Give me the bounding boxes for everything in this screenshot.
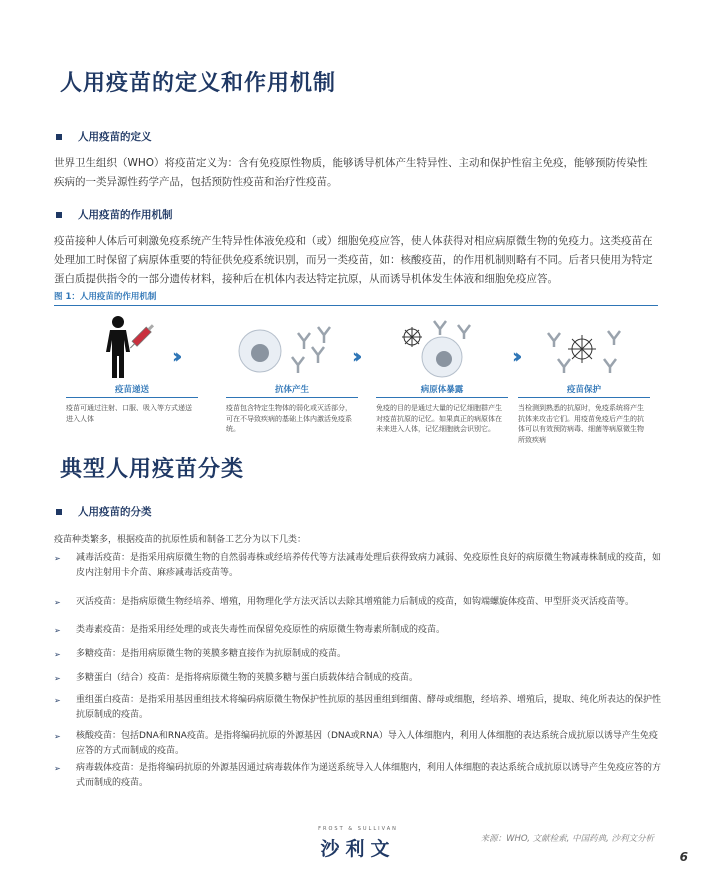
bullet-square-icon xyxy=(56,212,62,218)
list-item xyxy=(54,729,662,759)
pathogen-cell-icon xyxy=(376,313,508,381)
chevron-right-icon: ›› xyxy=(512,344,517,368)
arrow-bullet-icon: ➢ xyxy=(54,626,61,635)
step-description: 免疫的目的是通过大量的记忆细胞群产生对疫苗抗原的记忆。如果真正的病原体在未来进入人体，记忆细胞就会识别它。 xyxy=(376,404,502,433)
arrow-bullet-icon: ➢ xyxy=(54,732,61,741)
figure-step-delivery xyxy=(66,313,198,424)
list-item-text: 病毒载体疫苗：是指将编码抗原的外源基因通过病毒载体作为递送系统导入人体细胞内，利用人体细胞的表达系统合成抗原以诱导产生免疫应答的方式而制成的疫苗。 xyxy=(76,763,662,788)
list-item xyxy=(54,761,662,791)
step-underline xyxy=(376,397,508,398)
arrow-bullet-icon: ➢ xyxy=(54,554,61,563)
frost-sullivan-logo xyxy=(312,826,404,861)
list-item xyxy=(54,671,662,686)
step-underline xyxy=(66,397,198,398)
arrow-bullet-icon: ➢ xyxy=(54,764,61,773)
figure-title: 图 1：人用疫苗的作用机制 xyxy=(54,292,157,302)
list-item xyxy=(54,647,662,662)
subsection-heading-definition xyxy=(56,129,152,144)
definition-paragraph: 世界卫生组织（WHO）将疫苗定义为：含有免疫原性物质，能够诱导机体产生特异性、主动和保护性宿主免疫，能够预防传染性疾病的一类异源性药学产品，包括预防性疫苗和治疗性疫苗。 xyxy=(54,157,648,188)
chevron-right-icon: ›› xyxy=(172,344,177,368)
list-item-text: 减毒活疫苗：是指采用病原微生物的自然弱毒株或经培养传代等方法减毒处理后获得致病力减弱、免疫原性良好的病原微生物减毒株制成的疫苗，如皮内注射用卡介苗、麻疹减毒活疫苗等。 xyxy=(76,553,662,578)
antibody-attack-icon xyxy=(518,313,650,381)
step-label: 疫苗递送 xyxy=(114,385,149,395)
list-item-text: 多糖蛋白（结合）疫苗：是指将病原微生物的荚膜多糖与蛋白质载体结合制成的疫苗。 xyxy=(76,673,419,683)
figure-divider xyxy=(54,305,658,306)
step-description: 当检测到熟悉的抗原时，免疫系统将产生抗体来攻击它们。用疫苗免疫后产生的抗体可以有效预防病毒、细菌等病原微生物所致疾病 xyxy=(518,404,644,444)
arrow-bullet-icon: ➢ xyxy=(54,650,61,659)
human-syringe-icon xyxy=(66,313,198,381)
arrow-bullet-icon: ➢ xyxy=(54,598,61,607)
subsection-heading-text: 人用疫苗的分类 xyxy=(78,506,152,518)
figure-step-antibody xyxy=(226,313,358,435)
bullet-square-icon xyxy=(56,134,62,140)
mechanism-paragraph: 疫苗接种人体后可刺激免疫系统产生特异性体液免疫和（或）细胞免疫应答，使人体获得对相应病原微生物的免疫力。这类疫苗在处理加工时保留了病原体重要的特征供免疫系统识别，而另一类疫苗，如：核酸疫苗，的作用机制则略有不同。后者只使用为特定蛋白质提供指令的一部分遗传材料，接种后在机体内表达特定抗原，从而诱导机体发生体液和细胞免疫应答。 xyxy=(54,235,653,285)
subsection-heading-text: 人用疫苗的定义 xyxy=(78,131,152,143)
cell-antibody-icon xyxy=(226,313,358,381)
list-item xyxy=(54,551,662,581)
step-label: 病原体暴露 xyxy=(420,385,464,395)
list-item-text: 重组蛋白疫苗：是指采用基因重组技术将编码病原微生物保护性抗原的基因重组到细菌、酵母或细胞，经培养、增殖后，提取、纯化所表达的保护性抗原制成的疫苗。 xyxy=(76,695,662,720)
step-underline xyxy=(518,397,650,398)
subsection-heading-mechanism xyxy=(56,207,173,222)
step-label: 抗体产生 xyxy=(274,385,309,395)
list-item xyxy=(54,595,662,610)
bullet-square-icon xyxy=(56,509,62,515)
step-label: 疫苗保护 xyxy=(566,385,601,395)
chevron-right-icon: ›› xyxy=(352,344,357,368)
subsection-heading-text: 人用疫苗的作用机制 xyxy=(78,209,173,221)
page-number: 6 xyxy=(679,850,688,864)
list-item xyxy=(54,693,662,723)
arrow-bullet-icon: ➢ xyxy=(54,674,61,683)
source-note: 来源：WHO, 文献检索, 中国药典, 沙利文分析 xyxy=(480,834,654,844)
subsection-heading-classification xyxy=(56,504,152,519)
list-item xyxy=(54,623,662,638)
step-underline xyxy=(226,397,358,398)
list-item-text: 类毒素疫苗：是指采用经处理的或丧失毒性而保留免疫原性的病原微生物毒素所制成的疫苗。 xyxy=(76,625,446,635)
list-item-text: 多糖疫苗：是指用病原微生物的荚膜多糖直接作为抗原制成的疫苗。 xyxy=(76,649,347,659)
section-title-definition: 人用疫苗的定义和作用机制 xyxy=(60,71,337,96)
section-title-classification: 典型人用疫苗分类 xyxy=(60,457,245,482)
logo-english: FROST & SULLIVAN xyxy=(318,826,398,832)
step-description: 疫苗可通过注射、口服、吸入等方式递送进入人体 xyxy=(66,404,192,423)
step-description: 疫苗包含特定生物体的弱化或灭活部分，可在不导致疾病的基础上体内激活免疫系统。 xyxy=(226,404,352,433)
classification-intro: 疫苗种类繁多，根据疫苗的抗原性质和制备工艺分为以下几类： xyxy=(54,535,307,545)
logo-chinese: 沙利文 xyxy=(320,838,396,860)
list-item-text: 灭活疫苗：是指病原微生物经培养、增殖，用物理化学方法灭活以去除其增殖能力后制成的疫苗，如钩端螺旋体疫苗、甲型肝炎灭活疫苗等。 xyxy=(76,597,635,607)
list-item-text: 核酸疫苗：包括DNA和RNA疫苗。是指将编码抗原的外源基因（DNA或RNA）导入人体细胞内，利用人体细胞的表达系统合成抗原以诱导产生免疫应答的方式而制成的疫苗。 xyxy=(76,731,658,756)
figure-step-protection xyxy=(518,313,650,445)
figure-step-pathogen xyxy=(376,313,508,435)
arrow-bullet-icon: ➢ xyxy=(54,696,61,705)
